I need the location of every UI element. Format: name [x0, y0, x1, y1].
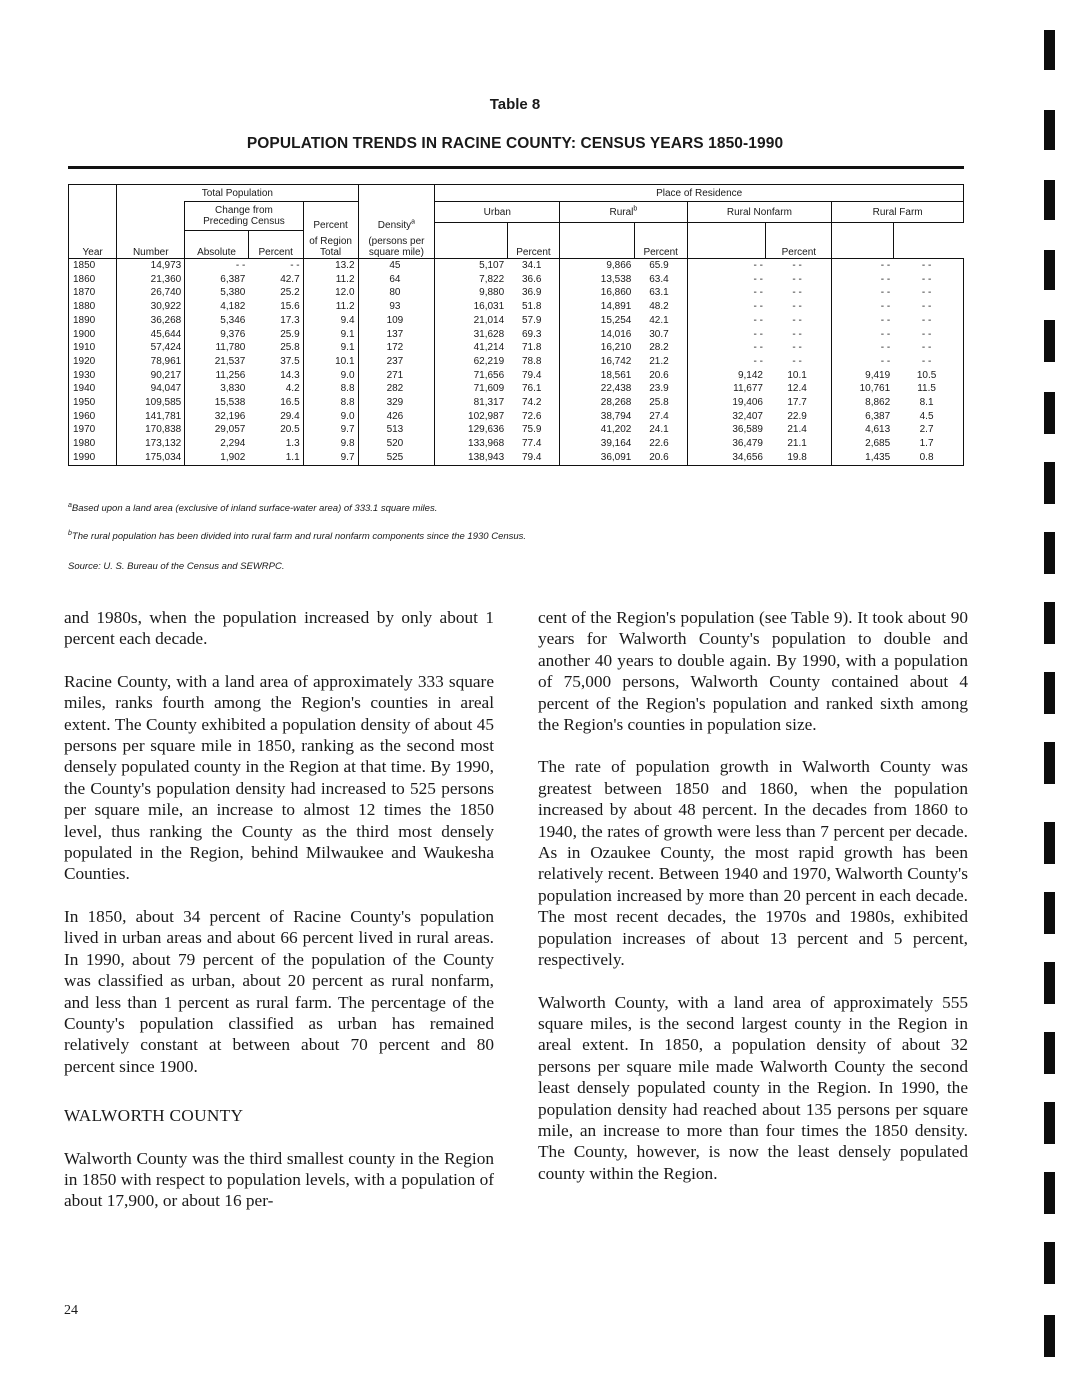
header-rural: Rural$^b$	[560, 202, 687, 223]
table-cell: 18,561	[560, 369, 635, 383]
table-cell: 21,014	[435, 314, 507, 328]
paragraph: Racine County, with a land area of approximately 333 square miles, ranks fourth among the Region's counties in areal extent. The County exhibited a population density of about 45 persons per square mile in 1850, ranking as the second most densely populated county in the Region at that time. By 1990, the County's population density had increased to 525 persons per square mile, an increase to almost 12 times the 1850 level, thus ranking the County as the third most densely populated in the Region, behind Milwaukee and Waukesha Counties.	[64, 671, 494, 884]
table-cell: - -	[792, 355, 802, 367]
table-title: Table 8	[489, 96, 541, 113]
table-cell: 32,196	[185, 410, 249, 424]
table-cell: - -	[248, 259, 303, 273]
year-cell: 1870	[69, 286, 117, 300]
table-cell: 81,317	[435, 396, 507, 410]
table-cell: 16,860	[560, 286, 635, 300]
table-cell: - -	[185, 259, 249, 273]
table-cell: - -	[893, 259, 963, 273]
table-cell: 22,438	[560, 382, 635, 396]
table-cell: 513	[358, 423, 435, 437]
margin-mark	[1044, 532, 1055, 574]
table-cell: 38,794	[560, 410, 635, 424]
table-cell: - -	[687, 273, 766, 287]
table-cell: 5,380	[185, 286, 249, 300]
paragraph: Walworth County was the third smallest county in the Region in 1850 with respect to population levels, with a population of about 17,900, or about 16 per-	[64, 1148, 494, 1211]
table-cell: 4.5	[893, 410, 963, 424]
table-cell: 9.7	[303, 423, 358, 437]
table-cell: 19.8	[766, 451, 832, 465]
table-cell: 11,677	[687, 382, 766, 396]
table-cell: 7,822	[435, 273, 507, 287]
table-cell: 11,256	[185, 369, 249, 383]
table-cell: 141,781	[117, 410, 185, 424]
table-cell: 24.1	[649, 424, 669, 436]
table-cell: - -	[792, 301, 802, 313]
table-cell: - -	[832, 355, 893, 369]
table-cell: 48.2	[649, 301, 669, 313]
table-cell: 5,107	[435, 259, 507, 273]
footnote-b: $^b$The rural population has been divided into rural farm and rural nonfarm components since the 1930 Census.	[68, 529, 527, 542]
table-cell: 21.2	[649, 355, 669, 367]
table-cell: 9,880	[435, 286, 507, 300]
table-cell: - -	[687, 341, 766, 355]
table-cell: 29.4	[280, 410, 300, 422]
table-cell: 1.7	[893, 437, 963, 451]
table-cell: - -	[832, 259, 893, 273]
table-cell: 11.2	[303, 300, 358, 314]
paragraph: and 1980s, when the population increased by only about 1 percent each decade.	[64, 608, 494, 649]
margin-mark	[1044, 1102, 1055, 1144]
margin-mark	[1044, 392, 1055, 434]
table-cell: 22.9	[787, 410, 807, 422]
year-cell: 1890	[69, 314, 117, 328]
margin-mark	[1044, 742, 1055, 784]
table-cell: 26,740	[117, 286, 185, 300]
year-cell: 1930	[69, 369, 117, 383]
table-cell: 10,761	[832, 382, 893, 396]
table-cell: - -	[893, 355, 963, 369]
table-cell: 63.4	[649, 273, 669, 285]
table-cell: 2,685	[832, 437, 893, 451]
table-cell: 78,961	[117, 355, 185, 369]
table-row	[69, 437, 964, 451]
table-cell: 42.7	[280, 273, 300, 285]
header-absolute: Absolute	[185, 231, 249, 259]
footnote-a: $^a$Based upon a land area (exclusive of inland surface-water area) of 333.1 square miles.	[68, 501, 438, 514]
table-cell: 14,891	[560, 300, 635, 314]
table-cell: 36.6	[522, 273, 542, 285]
year-cell: 1940	[69, 382, 117, 396]
table-cell: 329	[358, 396, 435, 410]
table-cell: 1,902	[185, 451, 249, 465]
table-cell: 9.0	[303, 410, 358, 424]
table-cell: 69.3	[522, 328, 542, 340]
table-cell: 51.8	[522, 301, 542, 313]
table-cell: 20.6	[634, 451, 687, 465]
margin-mark	[1044, 1172, 1055, 1214]
year-cell: 1980	[69, 437, 117, 451]
table-cell: 31,628	[435, 328, 507, 342]
table-cell: 76.1	[522, 383, 542, 395]
header-year-label: Year	[69, 231, 117, 259]
table-cell: 9,866	[560, 259, 635, 273]
header-rural-nonfarm: Rural Nonfarm	[687, 202, 832, 223]
table-cell: 102,987	[435, 410, 507, 424]
table-cell: 28.2	[649, 342, 669, 354]
table-body	[69, 259, 964, 466]
table-cell: 25.8	[649, 397, 669, 409]
table-cell: - -	[766, 259, 832, 273]
table-cell: 21,537	[185, 355, 249, 369]
table-cell: 79.4	[507, 451, 560, 465]
table-cell: 4.2	[285, 383, 300, 395]
table-cell: - -	[687, 286, 766, 300]
year-cell: 1950	[69, 396, 117, 410]
table-cell: 25.8	[280, 342, 300, 354]
header-percent-region-upper: Percent	[303, 202, 358, 231]
table-cell: 8,862	[832, 396, 893, 410]
header-rural-farm: Rural Farm	[832, 202, 964, 223]
table-cell: 39,164	[560, 437, 635, 451]
table-cell: 15,538	[185, 396, 249, 410]
table-cell: - -	[687, 300, 766, 314]
population-table: Total Population Place of Residence Change from Preceding Census Percent Density$^a$ Urban Rural$^b$ Rural Nonfarm Rural Farm Percent Percent Percent Year Number Absolute Percent of Region Total (persons per square mile) 1850 14,973 - - - - 13.2 45 5,107 34.1 9,866 65.9 - - - - - - - - 1860 21,360 6,387 42.7 11.2 64 7,822 36.6 13,538 63.4 - - - - - - - - 1870 26,740 5,380 25.2 12.0 80 9,880 36.9 16,860 63.1 - - - - - - - - 1880 30,922 4,182 15.6 11.2 93 16,031 51.8 14,891 48.2 - - - - - - - - 1890 36,268 5,346 17.3 9.4 109 21,014 57.9 15,254 42.1 - - - - - - - - 1900 45,644 9,376 25.9 9.1 137 31,628 69.3 14,016 30.7 - - - - - - - - 1910 57,424 11,780 25.8 9.1 172 41,214 71.8 16,210 28.2 - - - - - - - - 1920 78,961 21,537 37.5 10.1 237 62,219 78.8 16,742 21.2 - - - - - - - - 1930 90,217 11,256 14.3 9.0 271 71,656 79.4 18,561 20.6 9,142 10.1 9,419 10.5 1940 94,047 3,830 4.2 8.8 282 71,609 76.1 22,438 23.9 11,677 12.4 10,761 11.5 1950 109,585 15,538 16.5 8.8 329 81,317 74.2 28,268 25.8 19,406 17.7 8,862 8.1 1960 141,781 32,196 29.4 9.0 426 102,987 72.6 38,794 27.4 32,407 22.9 6,387 4.5 1970 170,838 29,057 20.5 9.7 513 129,636 75.9 41,202 24.1 36,589 21.4 4,613 2.7 1980 173,132 2,294 1.3 9.8 520 133,968 77.4 39,164 22.6 36,479 21.1 2,685 1.7 1990 175,034 1,902 1.1 9.7 525 138,943 79.4 36,091 20.6 34,656 19.8 1,435 0.8	[68, 184, 964, 466]
table-cell: 93	[358, 300, 435, 314]
table-cell: 170,838	[117, 423, 185, 437]
table-cell: 9.8	[303, 437, 358, 451]
header-corner	[69, 185, 117, 202]
table-cell: 77.4	[522, 438, 542, 450]
table-cell: 34,656	[687, 451, 766, 465]
table-cell: 2.7	[893, 423, 963, 437]
table-cell: 237	[358, 355, 435, 369]
table-cell: - -	[893, 341, 963, 355]
table-row	[69, 273, 964, 287]
table-row	[69, 369, 964, 383]
table-cell: - -	[832, 273, 893, 287]
margin-mark	[1044, 962, 1055, 1004]
table-cell: - -	[792, 328, 802, 340]
table-cell: 12.4	[787, 383, 807, 395]
table-cell: - -	[832, 300, 893, 314]
table-row	[69, 423, 964, 437]
table-cell: 90,217	[117, 369, 185, 383]
margin-mark	[1044, 320, 1055, 362]
table-cell: 1.1	[248, 451, 303, 465]
table-cell: 9,376	[185, 328, 249, 342]
table-cell: 1.3	[285, 438, 300, 450]
table-cell: 172	[358, 341, 435, 355]
table-cell: 71.8	[522, 342, 542, 354]
margin-mark	[1044, 602, 1055, 644]
margin-mark	[1044, 110, 1055, 150]
table-cell: - -	[893, 300, 963, 314]
table-cell: 8.8	[303, 382, 358, 396]
table-cell: 32,407	[687, 410, 766, 424]
table-cell: 11.5	[893, 382, 963, 396]
table-cell: 9,419	[832, 369, 893, 383]
left-column	[64, 607, 494, 1233]
table-cell: - -	[687, 355, 766, 369]
year-cell: 1920	[69, 355, 117, 369]
header-number: Number	[117, 231, 185, 259]
table-row	[69, 382, 964, 396]
header-percent: Percent	[248, 231, 303, 259]
table-cell: 15.6	[280, 301, 300, 313]
table-cell: 175,034	[117, 451, 185, 465]
table-cell: 16.5	[280, 397, 300, 409]
table-subtitle: POPULATION TRENDS IN RACINE COUNTY: CENSUS YEARS 1850-1990	[246, 135, 784, 152]
header-total-population: Total Population	[117, 185, 358, 202]
table-cell: 22.6	[649, 438, 669, 450]
table-cell: - -	[893, 314, 963, 328]
scan-margin-marks	[1041, 0, 1061, 1380]
table-cell: 9.1	[303, 341, 358, 355]
year-cell: 1850	[69, 259, 117, 273]
table-cell: 20.5	[280, 424, 300, 436]
table-cell: 14.3	[280, 369, 300, 381]
table-cell: 8.8	[303, 396, 358, 410]
header-density-top	[358, 185, 435, 202]
table-cell: 21,360	[117, 273, 185, 287]
table-cell: 129,636	[435, 423, 507, 437]
table-cell: 137	[358, 328, 435, 342]
header-density: Density$^a$	[358, 202, 435, 231]
table-cell: 57,424	[117, 341, 185, 355]
table-cell: 9.0	[303, 369, 358, 383]
table-cell: 9.1	[303, 328, 358, 342]
table-cell: 71,656	[435, 369, 507, 383]
year-cell: 1900	[69, 328, 117, 342]
table-cell: 21.1	[787, 438, 807, 450]
margin-mark	[1044, 30, 1055, 70]
table-cell: 94,047	[117, 382, 185, 396]
table-cell: 10.1	[303, 355, 358, 369]
table-cell: 30.7	[649, 328, 669, 340]
margin-mark	[1044, 1032, 1055, 1074]
header-urban: Urban	[435, 202, 560, 223]
table-cell: 62,219	[435, 355, 507, 369]
table-cell: 57.9	[522, 314, 542, 326]
table-row	[69, 355, 964, 369]
year-cell: 1910	[69, 341, 117, 355]
table-cell: 3,830	[185, 382, 249, 396]
table-cell: 10.1	[787, 369, 807, 381]
table-cell: - -	[792, 273, 802, 285]
table-cell: 28,268	[560, 396, 635, 410]
table-cell: - -	[832, 341, 893, 355]
margin-mark	[1044, 250, 1055, 290]
header-place-of-residence: Place of Residence	[435, 185, 964, 202]
year-cell: 1960	[69, 410, 117, 424]
table-cell: - -	[687, 328, 766, 342]
table-cell: 11,780	[185, 341, 249, 355]
table-cell: 36,479	[687, 437, 766, 451]
table-cell: 4,182	[185, 300, 249, 314]
table-cell: 138,943	[435, 451, 507, 465]
table-cell: 8.1	[893, 396, 963, 410]
margin-mark	[1044, 1242, 1055, 1284]
table-cell: 0.8	[893, 451, 963, 465]
margin-mark	[1044, 672, 1055, 714]
table-cell: 14,016	[560, 328, 635, 342]
table-cell: 36,268	[117, 314, 185, 328]
table-cell: 75.9	[522, 424, 542, 436]
paragraph: In 1850, about 34 percent of Racine County's population lived in urban areas and about 66 percent lived in rural areas. In 1990, about 79 percent of the population of the County was classified as urban, about 20 percent as rural nonfarm, and less than 1 percent as rural farm. The percentage of the County's population classified as urban has remained relatively constant at between about 70 percent and 80 percent since 1900.	[64, 906, 494, 1076]
table-cell: - -	[893, 286, 963, 300]
table-cell: 2,294	[185, 437, 249, 451]
table-cell: - -	[893, 273, 963, 287]
header-percent-region: of Region Total	[303, 231, 358, 259]
table-cell: 9,142	[687, 369, 766, 383]
table-cell: 1,435	[832, 451, 893, 465]
table-cell: 14,973	[117, 259, 185, 273]
table-cell: 17.3	[280, 314, 300, 326]
table-cell: 41,214	[435, 341, 507, 355]
title-rule	[68, 166, 964, 169]
table-cell: 16,031	[435, 300, 507, 314]
table-cell: 109,585	[117, 396, 185, 410]
table-cell: 21.4	[787, 424, 807, 436]
table-cell: 133,968	[435, 437, 507, 451]
table-cell: 25.2	[280, 287, 300, 299]
table-cell: 27.4	[649, 410, 669, 422]
paragraph: cent of the Region's population (see Table 9). It took about 90 years for Walworth County's population to double and another 40 years to double again. By 1990, with a population of 75,000 persons, Walworth County contained about 4 percent of the Region's population and ranked sixth among the Region's counties in population size.	[538, 608, 968, 735]
table-cell: 13,538	[560, 273, 635, 287]
table-row	[69, 328, 964, 342]
table-cell: 11.2	[303, 273, 358, 287]
table-cell: 74.2	[522, 397, 542, 409]
table-source: Source: U. S. Bureau of the Census and SEWRPC.	[68, 561, 285, 572]
table-cell: 426	[358, 410, 435, 424]
table-cell: - -	[832, 314, 893, 328]
table-cell: 6,387	[832, 410, 893, 424]
table-row	[69, 396, 964, 410]
table-cell: 20.6	[649, 369, 669, 381]
table-row	[69, 300, 964, 314]
table-cell: 29,057	[185, 423, 249, 437]
table-row	[69, 410, 964, 424]
table-cell: - -	[792, 314, 802, 326]
table-cell: 45,644	[117, 328, 185, 342]
table-cell: 9.4	[303, 314, 358, 328]
table-cell: 65.9	[634, 259, 687, 273]
table-cell: - -	[792, 342, 802, 354]
table-cell: 71,609	[435, 382, 507, 396]
table-cell: 45	[358, 259, 435, 273]
table-cell: 16,210	[560, 341, 635, 355]
table-cell: 520	[358, 437, 435, 451]
table-cell: 25.9	[280, 328, 300, 340]
table-cell: 41,202	[560, 423, 635, 437]
margin-mark	[1044, 822, 1055, 864]
table-cell: 15,254	[560, 314, 635, 328]
table-row	[69, 451, 964, 465]
table-cell: 79.4	[522, 369, 542, 381]
table-cell: 78.8	[522, 355, 542, 367]
table-cell: 36.9	[522, 287, 542, 299]
table-cell: 173,132	[117, 437, 185, 451]
table-cell: - -	[893, 328, 963, 342]
table-cell: 271	[358, 369, 435, 383]
margin-mark	[1044, 892, 1055, 934]
table-cell: 109	[358, 314, 435, 328]
table-cell: 282	[358, 382, 435, 396]
table-cell: 6,387	[185, 273, 249, 287]
table-cell: 63.1	[649, 287, 669, 299]
table-cell: 23.9	[649, 383, 669, 395]
margin-mark	[1044, 180, 1055, 220]
table-cell: 9.7	[303, 451, 358, 465]
table-cell: - -	[832, 286, 893, 300]
table-cell: 5,346	[185, 314, 249, 328]
table-row	[69, 341, 964, 355]
table-cell: 10.5	[893, 369, 963, 383]
table-cell: 4,613	[832, 423, 893, 437]
table-cell: 12.0	[303, 286, 358, 300]
table-cell: - -	[687, 259, 766, 273]
table-cell: 80	[358, 286, 435, 300]
table-cell: 37.5	[280, 355, 300, 367]
table-cell: - -	[792, 287, 802, 299]
table-cell: 34.1	[507, 259, 560, 273]
margin-mark	[1044, 462, 1055, 504]
table-cell: 36,091	[560, 451, 635, 465]
paragraph: The rate of population growth in Walworth County was greatest between 1850 and 1860, when the population increased by about 48 percent. In the decades from 1860 to 1940, the rates of growth were less than 7 percent per decade. As in Ozaukee County, the most rapid growth has been relatively recent. Between 1940 and 1970, Walworth County's population increased by more than 20 percent in each decade. The most recent decades, the 1970s and 1980s, exhibited population increases of about 13 percent and 5 percent, respectively.	[538, 757, 968, 970]
year-cell: 1860	[69, 273, 117, 287]
table-cell: - -	[687, 314, 766, 328]
table-row	[69, 259, 964, 273]
table-cell: 13.2	[303, 259, 358, 273]
year-cell: 1880	[69, 300, 117, 314]
page-number: 24	[64, 1303, 78, 1318]
table-row	[69, 314, 964, 328]
year-cell: 1970	[69, 423, 117, 437]
section-heading: WALWORTH COUNTY	[64, 1106, 244, 1126]
header-density-units: (persons per square mile)	[358, 231, 435, 259]
paragraph: Walworth County, with a land area of approximately 555 square miles, is the second largest county in the Region in areal extent. In 1850, a population density of about 32 persons per square mile made Walworth County the second least densely populated county in the Region. In 1990, the population density had reached about 135 persons per square mile, an increase to more than four times the 1850 density. The County, however, is now the least densely populated county within the Region.	[538, 992, 968, 1183]
table-cell: 30,922	[117, 300, 185, 314]
table-cell: - -	[832, 328, 893, 342]
margin-mark	[1044, 1315, 1055, 1357]
table-cell: 525	[358, 451, 435, 465]
year-cell: 1990	[69, 451, 117, 465]
right-column	[538, 607, 968, 1205]
table-cell: 17.7	[787, 397, 807, 409]
table-cell: 19,406	[687, 396, 766, 410]
header-change-from-preceding: Change from Preceding Census	[185, 202, 303, 231]
table-cell: 72.6	[522, 410, 542, 422]
table-row	[69, 286, 964, 300]
table-cell: 42.1	[649, 314, 669, 326]
table-cell: 16,742	[560, 355, 635, 369]
table-cell: 36,589	[687, 423, 766, 437]
table-cell: 64	[358, 273, 435, 287]
